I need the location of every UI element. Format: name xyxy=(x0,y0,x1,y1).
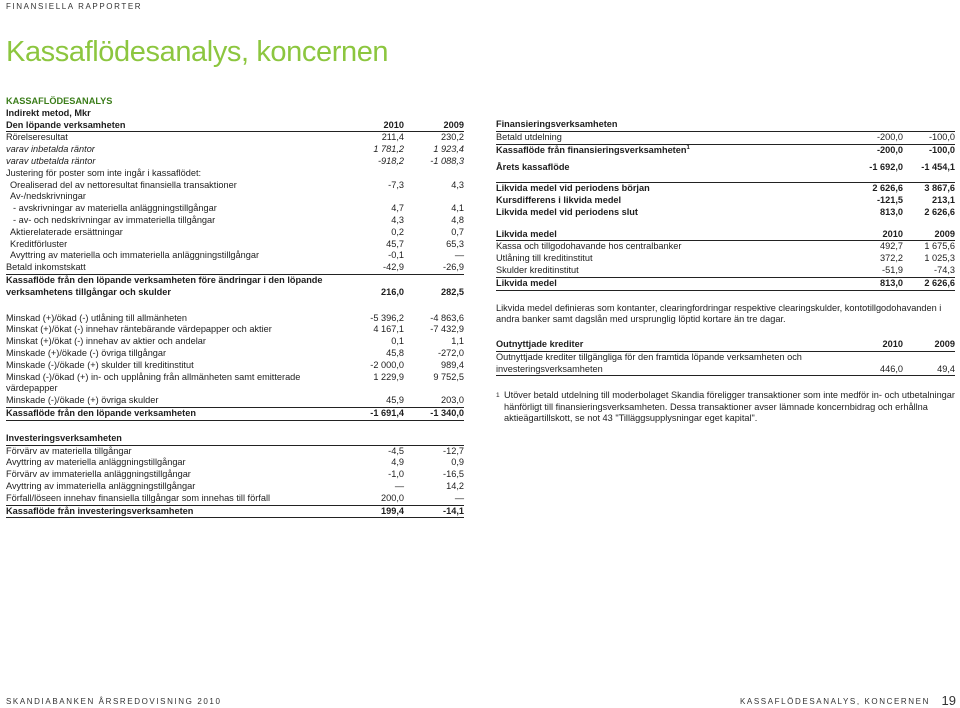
column-header-row xyxy=(6,120,464,133)
row-value-1: -4,5 xyxy=(388,445,404,456)
row-value-2: 9 752,5 xyxy=(433,371,464,382)
row-value-2: 989,4 xyxy=(441,359,464,370)
table-row xyxy=(496,253,955,265)
table-row xyxy=(6,348,464,360)
cashflow-left-column xyxy=(6,96,464,518)
footnote xyxy=(496,390,955,424)
column-header-label: Den löpande verksamheten xyxy=(6,119,126,130)
row-label: Avyttring av materiella och immateriella anläggningstillgångar xyxy=(10,250,260,261)
total-investing-row xyxy=(6,505,464,519)
liquid-header-year-1: 2010 xyxy=(882,228,903,239)
row-label: Likvida medel vid periodens slut xyxy=(496,206,638,217)
dividend-row xyxy=(496,132,955,145)
row-value-2: -272,0 xyxy=(437,347,464,358)
row-value-1: 0,2 xyxy=(391,226,404,237)
table-row xyxy=(496,241,955,253)
row-value-2: 3 867,6 xyxy=(924,183,955,194)
row-value-1: -51,9 xyxy=(882,264,903,275)
statement-heading: KASSAFLÖDESANALYS xyxy=(6,96,113,106)
footer-right: KASSAFLÖDESANALYS, KONCERNEN xyxy=(739,697,930,706)
financing-total-label xyxy=(496,145,843,157)
investing-heading: Investeringsverksamheten xyxy=(6,433,464,446)
row-value-2: 4,1 xyxy=(451,203,464,214)
row-value-2: 0,7 xyxy=(451,226,464,237)
liquid-header-year-2: 2009 xyxy=(934,228,955,239)
row-value-2: 4,3 xyxy=(451,179,464,190)
row-value-1: 211,4 xyxy=(381,132,404,143)
table-row xyxy=(6,215,464,227)
row-value-2: — xyxy=(454,250,464,261)
row-value-1: -121,5 xyxy=(876,194,903,205)
footnote-ref: 1 xyxy=(686,144,690,151)
table-row xyxy=(6,336,464,348)
row-value-2: 203,0 xyxy=(441,395,464,406)
credits-row-label xyxy=(496,352,843,376)
row-value-2: 230,2 xyxy=(441,132,464,143)
year-cashflow-label: Årets kassaflöde xyxy=(496,162,570,173)
footnote-text: Utöver betald utdelning till moderbolaget Skandia föreligger transaktioner som inte medför in- och utbetalningar hänförligt till finansieringsverksamheten. Dessa transaktioner avser lämnade koncernbidrag och erhållna aktieägartillskott, se not 43 "Tilläggsupplysningar eget kapital". xyxy=(504,390,955,423)
row-value-1: 45,7 xyxy=(386,238,404,249)
row-value-1: 372,2 xyxy=(880,253,903,264)
liquid-header-label: Likvida medel xyxy=(496,228,557,239)
row-label: Förvärv av immateriella anläggningstillgångar xyxy=(6,469,191,480)
year-cashflow-value-2: -1 454,1 xyxy=(921,162,955,173)
total-operating-value-1: -1 691,4 xyxy=(370,407,404,418)
row-value-2: -4 863,6 xyxy=(430,312,464,323)
row-label: Rörelseresultat xyxy=(6,132,68,143)
row-label: Kassa och tillgodohavande hos centralbanker xyxy=(496,241,682,252)
row-label: Minskat (+)/ökat (-) innehav av aktier och andelar xyxy=(6,336,206,347)
row-label: Avyttring av materiella anläggningstillgångar xyxy=(6,457,186,468)
financing-total-value-1: -200,0 xyxy=(876,144,903,155)
row-value-1: -2 000,0 xyxy=(370,359,404,370)
credits-header-year-2: 2009 xyxy=(934,338,955,349)
financing-total-text: Kassaflöde från finansieringsverksamheten xyxy=(496,144,687,155)
table-row xyxy=(6,493,464,505)
liquid-table-rows xyxy=(496,241,955,276)
total-operating-label: Kassaflöde från den löpande verksamheten xyxy=(6,407,196,418)
subtotal-label-line-2: verksamhetens tillgångar och skulder xyxy=(6,286,171,297)
operating-rows xyxy=(6,132,464,274)
section-header: FINANSIELLA RAPPORTER xyxy=(6,2,143,11)
subtotal-before-changes xyxy=(6,274,464,299)
row-value-2: -12,7 xyxy=(443,445,464,456)
credits-header-row xyxy=(496,339,955,352)
table-row xyxy=(6,132,464,144)
row-value-2: -16,5 xyxy=(443,469,464,480)
row-value-1: — xyxy=(394,480,404,491)
row-label: Likvida medel vid periodens början xyxy=(496,183,650,194)
table-row xyxy=(6,250,464,262)
row-value-1: 0,1 xyxy=(391,336,404,347)
year-cashflow-row xyxy=(496,162,955,174)
row-value-1: 2 626,6 xyxy=(872,183,903,194)
row-label: Betald inkomstskatt xyxy=(6,262,86,273)
row-label: varav utbetalda räntor xyxy=(6,155,96,166)
row-value-1: 813,0 xyxy=(880,206,903,217)
table-row xyxy=(6,239,464,251)
row-value-2: 1,1 xyxy=(451,336,464,347)
table-row xyxy=(6,457,464,469)
row-label: Kursdifferens i likvida medel xyxy=(496,194,622,205)
row-value-1: 1 229,9 xyxy=(373,371,404,382)
row-label: - avskrivningar av materiella anläggningstillgångar xyxy=(13,203,217,214)
row-label: Minskat (+)/ökat (-) innehav räntebärande värdepapper och aktier xyxy=(6,324,272,335)
table-row xyxy=(6,469,464,481)
row-value-2: 0,9 xyxy=(451,457,464,468)
row-value-1: 4,3 xyxy=(391,214,404,225)
row-label: Aktierelaterade ersättningar xyxy=(10,226,123,237)
cashflow-right-column xyxy=(496,119,955,424)
row-value-1: -7,3 xyxy=(388,179,404,190)
table-row xyxy=(496,207,955,219)
row-value-2: 14,2 xyxy=(446,480,464,491)
liquid-total-value-1: 813,0 xyxy=(880,277,903,288)
row-label: Skulder kreditinstitut xyxy=(496,264,579,275)
table-row xyxy=(496,183,955,195)
table-row xyxy=(496,195,955,207)
table-row xyxy=(6,262,464,274)
row-value-2: -26,9 xyxy=(443,262,464,273)
page-number: 19 xyxy=(941,693,956,708)
working-capital-rows xyxy=(6,313,464,407)
row-label: Förfall/löseen innehav finansiella tillgångar som innehas till förfall xyxy=(6,492,271,503)
subtotal-label xyxy=(6,275,344,299)
row-label: Utlåning till kreditinstitut xyxy=(496,253,593,264)
row-value-2: 1 025,3 xyxy=(924,253,955,264)
table-row xyxy=(6,360,464,372)
row-value-2: 1 675,6 xyxy=(924,241,955,252)
financing-total-value-2: -100,0 xyxy=(928,144,955,155)
dividend-value-1: -200,0 xyxy=(876,131,903,142)
column-header-year-1: 2010 xyxy=(383,119,404,130)
credits-header-year-1: 2010 xyxy=(882,338,903,349)
table-row xyxy=(6,203,464,215)
row-value-1: -1,0 xyxy=(388,469,404,480)
credits-row xyxy=(496,352,955,377)
row-label: Minskade (-)/ökade (+) övriga skulder xyxy=(6,395,159,406)
footnote-mark: 1 xyxy=(496,392,500,400)
row-value-2: 213,1 xyxy=(932,194,955,205)
row-label: - av- och nedskrivningar av immateriella tillgångar xyxy=(13,214,216,225)
liquid-header-row xyxy=(496,229,955,242)
row-value-1: 4,7 xyxy=(391,203,404,214)
column-header-year-2: 2009 xyxy=(443,119,464,130)
page-title: Kassaflödesanalys, koncernen xyxy=(6,36,389,68)
table-row xyxy=(6,168,464,180)
row-label: Kreditförluster xyxy=(10,238,68,249)
row-label: Minskade (-)/ökade (+) skulder till kreditinstitut xyxy=(6,359,194,370)
table-row xyxy=(6,191,464,203)
row-label: Minskad (+)/ökad (-) utlåning till allmänheten xyxy=(6,312,188,323)
table-row xyxy=(6,180,464,192)
liquid-rows xyxy=(496,182,955,218)
year-cashflow-value-1: -1 692,0 xyxy=(869,162,903,173)
subtotal-value-2: 282,5 xyxy=(441,286,464,297)
row-label: Förvärv av materiella tillgångar xyxy=(6,445,132,456)
dividend-value-2: -100,0 xyxy=(928,131,955,142)
total-operating-row xyxy=(6,407,464,421)
row-value-2: 2 626,6 xyxy=(924,206,955,217)
row-label: Justering för poster som inte ingår i kassaflödet: xyxy=(6,167,202,178)
row-value-2: — xyxy=(454,492,464,503)
financing-total-row xyxy=(496,145,955,157)
row-value-2: 4,8 xyxy=(451,214,464,225)
row-value-1: -0,1 xyxy=(388,250,404,261)
table-row xyxy=(6,481,464,493)
row-value-1: 4 167,1 xyxy=(373,324,404,335)
table-row xyxy=(6,313,464,325)
row-value-1: -5 396,2 xyxy=(370,312,404,323)
row-label: Avyttring av immateriella anläggningstillgångar xyxy=(6,480,196,491)
footer-left: SKANDIABANKEN ÅRSREDOVISNING 2010 xyxy=(6,697,222,706)
liquid-total-label: Likvida medel xyxy=(496,277,557,288)
row-value-2: 65,3 xyxy=(446,238,464,249)
row-value-1: -42,9 xyxy=(383,262,404,273)
table-row xyxy=(6,227,464,239)
table-row xyxy=(6,144,464,156)
total-investing-value-2: -14,1 xyxy=(443,505,464,516)
credits-row-label-line-2: investeringsverksamheten xyxy=(496,363,603,374)
row-value-1: 492,7 xyxy=(880,241,903,252)
row-label: Minskade (+)/ökade (-) övriga tillgångar xyxy=(6,347,167,358)
dividend-label: Betald utdelning xyxy=(496,131,562,142)
total-investing-label: Kassaflöde från investeringsverksamheten xyxy=(6,505,194,516)
subtotal-label-line-1: Kassaflöde från den löpande verksamheten före ändringar i den löpande xyxy=(6,274,323,285)
table-row xyxy=(6,156,464,168)
credits-value-2: 49,4 xyxy=(937,363,955,374)
row-label: Av-/nedskrivningar xyxy=(10,191,86,202)
table-row xyxy=(6,324,464,336)
liquid-total-row xyxy=(496,277,955,291)
total-operating-value-2: -1 340,0 xyxy=(430,407,464,418)
liquid-definition: Likvida medel definieras som kontanter, clearingfordringar respektive clearingskulder, kontotillgodohavanden i andra banker samt dagslån med ursprunglig löptid kortare än tre dagar. xyxy=(496,302,942,324)
table-row xyxy=(6,395,464,407)
row-value-2: -1 088,3 xyxy=(430,155,464,166)
row-value-1: 1 781,2 xyxy=(373,144,404,155)
total-investing-value-1: 199,4 xyxy=(381,505,404,516)
row-value-2: -7 432,9 xyxy=(430,324,464,335)
row-value-1: -918,2 xyxy=(377,155,404,166)
liquid-total-value-2: 2 626,6 xyxy=(924,277,955,288)
row-label: Minskad (-)/ökad (+) in- och upplåning från allmänheten samt emitterade värdepapper xyxy=(6,371,301,394)
table-row xyxy=(496,265,955,277)
row-value-1: 45,8 xyxy=(386,347,404,358)
row-value-1: 200,0 xyxy=(381,492,404,503)
investing-rows xyxy=(6,446,464,505)
row-label: varav inbetalda räntor xyxy=(6,144,95,155)
table-row xyxy=(6,446,464,458)
credits-row-label-line-1: Outnyttjade krediter tillgängliga för den framtida löpande verksamheten och xyxy=(496,351,802,362)
table-row xyxy=(6,372,464,396)
subtotal-value-1: 216,0 xyxy=(381,286,404,297)
credits-header-label: Outnyttjade krediter xyxy=(496,338,584,349)
row-value-1: 4,9 xyxy=(391,457,404,468)
row-value-1: 45,9 xyxy=(386,395,404,406)
financing-heading: Finansieringsverksamheten xyxy=(496,119,955,132)
credits-value-1: 446,0 xyxy=(880,363,903,374)
row-value-2: 1 923,4 xyxy=(433,144,464,155)
statement-subheading: Indirekt metod, Mkr xyxy=(6,107,91,118)
row-value-2: -74,3 xyxy=(934,264,955,275)
row-label: Orealiserad del av nettoresultat finansiella transaktioner xyxy=(10,179,237,190)
